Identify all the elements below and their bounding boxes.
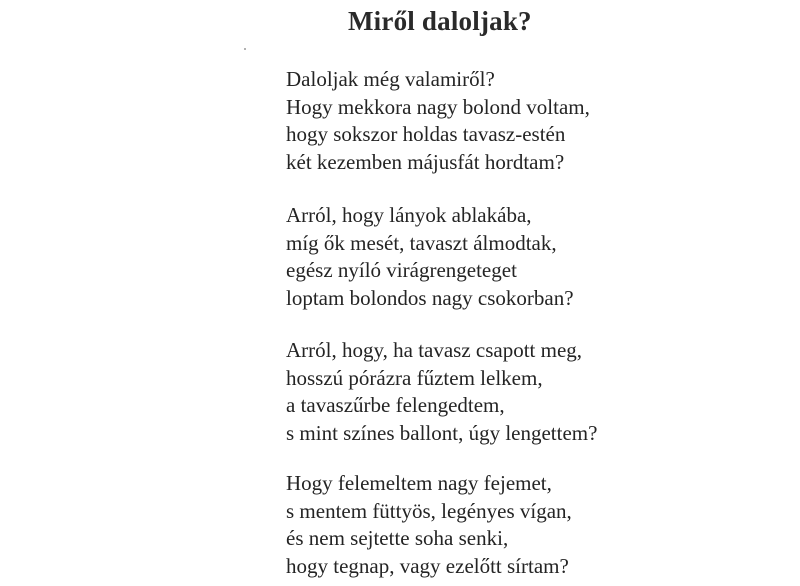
stanza-1: [286, 66, 590, 176]
poem-line: Arról, hogy, ha tavasz csapott meg,: [286, 338, 583, 362]
poem-line: míg ők mesét, tavaszt álmodtak,: [286, 230, 557, 255]
poem-line: Hogy mekkora nagy bolond voltam,: [286, 94, 590, 119]
poem-line: hogy tegnap, vagy ezelőtt sírtam?: [286, 553, 569, 578]
poem-line: s mint színes ballont, úgy lengettem?: [286, 420, 598, 445]
poem-line: egész nyíló virágrengeteget: [286, 258, 517, 282]
poem-line: Arról, hogy lányok ablakába,: [286, 203, 532, 227]
poem-line: s mentem füttyös, legényes vígan,: [286, 498, 572, 523]
poem-line: Hogy felemeltem nagy fejemet,: [286, 471, 552, 495]
stanza-3: [286, 337, 597, 447]
poem-title: Miről daloljak?: [348, 6, 532, 36]
stanza-2: [286, 202, 574, 312]
poem-line: Daloljak még valamiről?: [286, 67, 495, 91]
poem-line: hosszú pórázra fűztem lelkem,: [286, 365, 543, 390]
scan-speck: [244, 48, 246, 50]
poem-line: a tavaszűrbe felengedtem,: [286, 393, 505, 417]
stanza-4: [286, 470, 572, 580]
poem-line: és nem sejtette soha senki,: [286, 526, 509, 550]
poem-line: loptam bolondos nagy csokorban?: [286, 285, 574, 310]
poem-line: két kezemben májusfát hordtam?: [286, 149, 565, 174]
poem-line: hogy sokszor holdas tavasz-estén: [286, 122, 566, 146]
